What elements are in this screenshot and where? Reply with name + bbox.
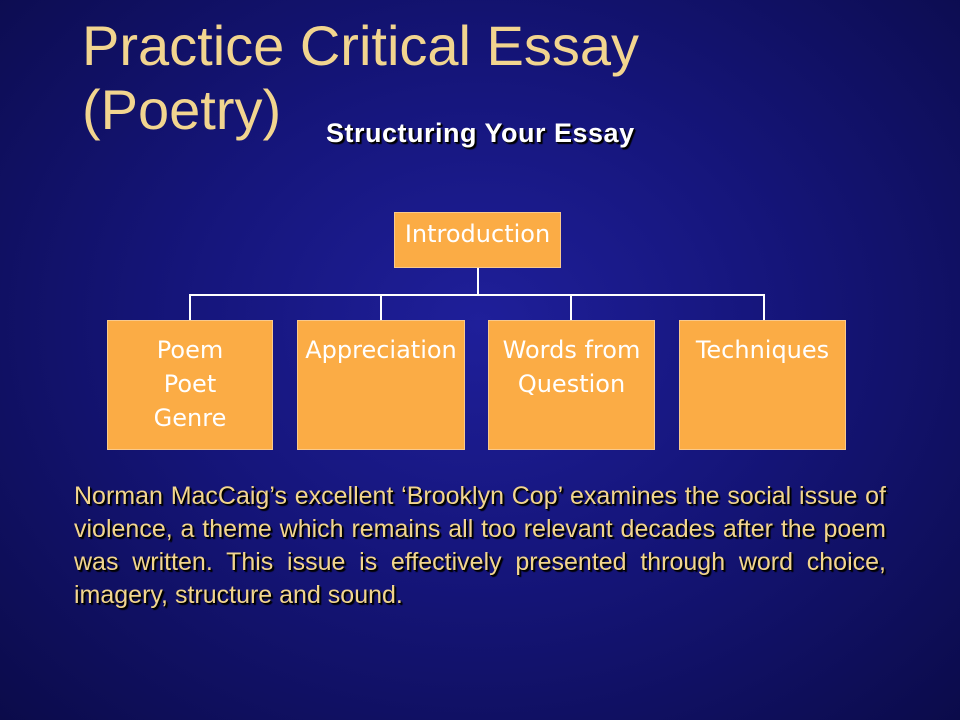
introduction-label: Introduction xyxy=(404,220,551,248)
poet-label: Poet xyxy=(163,370,217,398)
slide-title-line-1: Practice Critical Essay xyxy=(82,14,640,77)
poem-label: Poem xyxy=(156,336,224,364)
diagram-subtitle: Structuring Your Essay xyxy=(326,118,635,148)
techniques-label: Techniques xyxy=(695,336,830,364)
connector-root-down xyxy=(477,268,479,296)
connector-down-appreciation xyxy=(380,294,382,320)
words-from-label: Words from xyxy=(502,336,641,364)
appreciation-box xyxy=(297,320,465,450)
connector-down-poem xyxy=(189,294,191,320)
question-label: Question xyxy=(517,370,626,398)
techniques-box xyxy=(679,320,846,450)
words-from-question-box xyxy=(488,320,655,450)
genre-label: Genre xyxy=(153,404,227,432)
poem-poet-genre-box xyxy=(107,320,273,450)
introduction-box xyxy=(394,212,561,268)
essay-introduction-paragraph: Norman MacCaig’s excellent ‘Brooklyn Cop’ examines the social issue of violence, a theme which remains all too relevant decades after the poem was written. This issue is effectively presented through word choice, imagery, structure and sound. xyxy=(74,482,886,609)
connector-down-techniques xyxy=(763,294,765,320)
connector-horizontal xyxy=(189,294,765,296)
connector-down-words xyxy=(570,294,572,320)
slide-title-line-2: (Poetry) xyxy=(82,78,282,141)
appreciation-label: Appreciation xyxy=(305,336,457,364)
